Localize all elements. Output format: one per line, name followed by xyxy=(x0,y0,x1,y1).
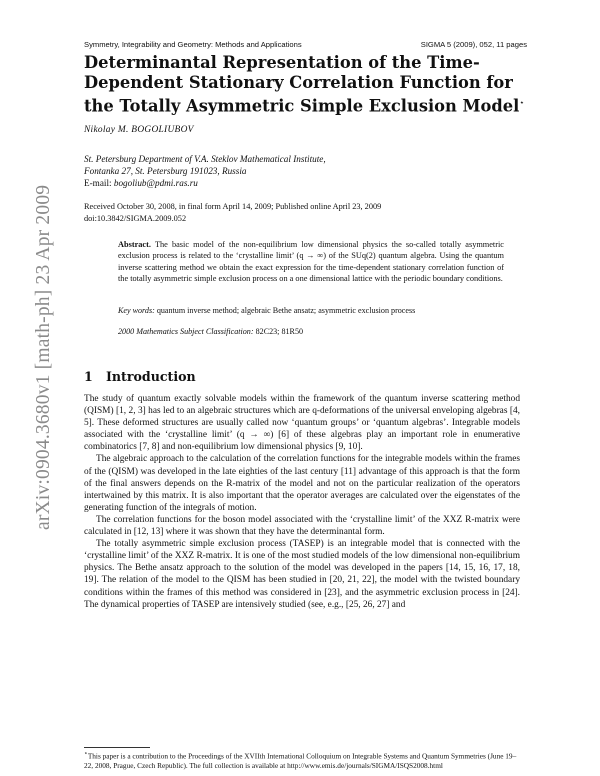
keywords-label: Key words: xyxy=(118,306,155,315)
doi-line[interactable]: doi:10.3842/SIGMA.2009.052 xyxy=(84,213,187,223)
msc-label: 2000 Mathematics Subject Classification: xyxy=(118,327,254,336)
msc-classification xyxy=(118,327,303,336)
abstract xyxy=(118,239,504,285)
footnote-text: This paper is a contribution to the Proceedings of the XVIIth International Colloquium on Integrable Systems and Quantum Symmetries (June 19–22, 2008, Prague, Czech Republic). The full collection is available at http://www.emis.de/journals/SIGMA/ISQS2008.html xyxy=(84,751,517,770)
keywords-text: quantum inverse method; algebraic Bethe ansatz; asymmetric exclusion process xyxy=(156,306,416,315)
keywords xyxy=(118,306,508,315)
footnote xyxy=(84,750,520,770)
paragraph: The study of quantum exactly solvable models within the framework of the quantum inverse scattering method (QISM) [1, 2, 3] has led to an algebraic structures which are q-deformations of the universal enveloping algebras [4, 5]. These deformed structures are usually called now ‘quantum groups’ or ‘quantum algebras’. Integrable models associated with the ‘crystalline limit’ (q → ∞) [6] of these algebras play an important role in enumerative combinatorics [7, 8] and non-equilibrium low dimensional physics [9, 10]. xyxy=(84,394,520,453)
body-text xyxy=(84,393,520,611)
running-header-journal: Symmetry, Integrability and Geometry: Methods and Applications xyxy=(84,40,302,49)
title-text: Determinantal Representation of the Time-Dependent Stationary Correlation Function for the Totally Asymmetric Simple Exclusion Model xyxy=(84,53,520,116)
publication-dates xyxy=(84,201,381,224)
affiliation-line-1: St. Petersburg Department of V.A. Steklov Mathematical Institute, xyxy=(84,154,326,164)
running-header-volume: SIGMA 5 (2009), 052, 11 pages xyxy=(420,40,527,49)
footnote-mark: ⋆ xyxy=(84,751,88,757)
footnote-rule xyxy=(84,747,150,748)
title-footnote-mark: ⋆ xyxy=(519,98,525,107)
author-name: Nikolay M. BOGOLIUBOV xyxy=(84,125,194,135)
paragraph: The totally asymmetric simple exclusion process (TASEP) is an integrable model that is connected with the ‘crystalline limit’ of the XXZ R-matrix. It is one of the most studied models of the low dimensional non-equilibrium physics. The Bethe ansatz approach to the solution of the model was developed in the papers [14, 15, 16, 17, 18, 19]. The relation of the model to the QISM has been studied in [20, 21, 22], the model with the twisted boundary conditions within the frames of this method was considered in [23], and the asymmetric exclusion process in [24]. The dynamical properties of TASEP are intensively studied (see, e.g., [25, 26, 27] and xyxy=(84,539,520,610)
email-line xyxy=(84,177,326,189)
section-title: Introduction xyxy=(106,369,196,384)
received-line: Received October 30, 2008, in final form April 14, 2009; Published online April 23, 2009 xyxy=(84,202,382,211)
affiliation-line-2: Fontanka 27, St. Petersburg 191023, Russia xyxy=(84,166,247,176)
paper-title xyxy=(84,53,534,116)
abstract-text: The basic model of the non-equilibrium low dimensional physics the so-called totally asymmetric exclusion process is related to the ‘crystalline limit’ (q → ∞) of the SUq(2) quantum algebra. Using the quantum inverse scattering method we obtain the exact expression for the time-dependent stationary correlation function of the totally asymmetric simple exclusion process on a one dimensional lattice with the periodic boundary conditions. xyxy=(118,240,504,284)
paragraph: The correlation functions for the boson model associated with the ‘crystalline limit’ of the XXZ R-matrix were calculated in [12, 13] where it was shown that they have the determinantal form. xyxy=(84,514,520,538)
paragraph: The algebraic approach to the calculation of the correlation functions for the integrable models within the frames of the (QISM) was developed in the late eighties of the last century [11] advantage of this approach is that the form of the final answers depends on the R-matrix of the model and not on the particular realization of the operators intertwained by this matrix. It is also important that the operator averages are calculated over the eigenstates of the generating function of the integrals of motion. xyxy=(84,454,520,513)
email-label: E-mail: xyxy=(84,178,114,188)
section-heading xyxy=(84,369,196,384)
arxiv-stamp: arXiv:0904.3680v1 [math-ph] 23 Apr 2009 xyxy=(33,184,54,530)
section-number: 1 xyxy=(84,369,93,384)
email-link[interactable]: bogoliub@pdmi.ras.ru xyxy=(113,178,198,188)
msc-text: 82C23; 81R50 xyxy=(255,327,304,336)
abstract-label: Abstract. xyxy=(118,240,151,249)
affiliation xyxy=(84,153,326,189)
